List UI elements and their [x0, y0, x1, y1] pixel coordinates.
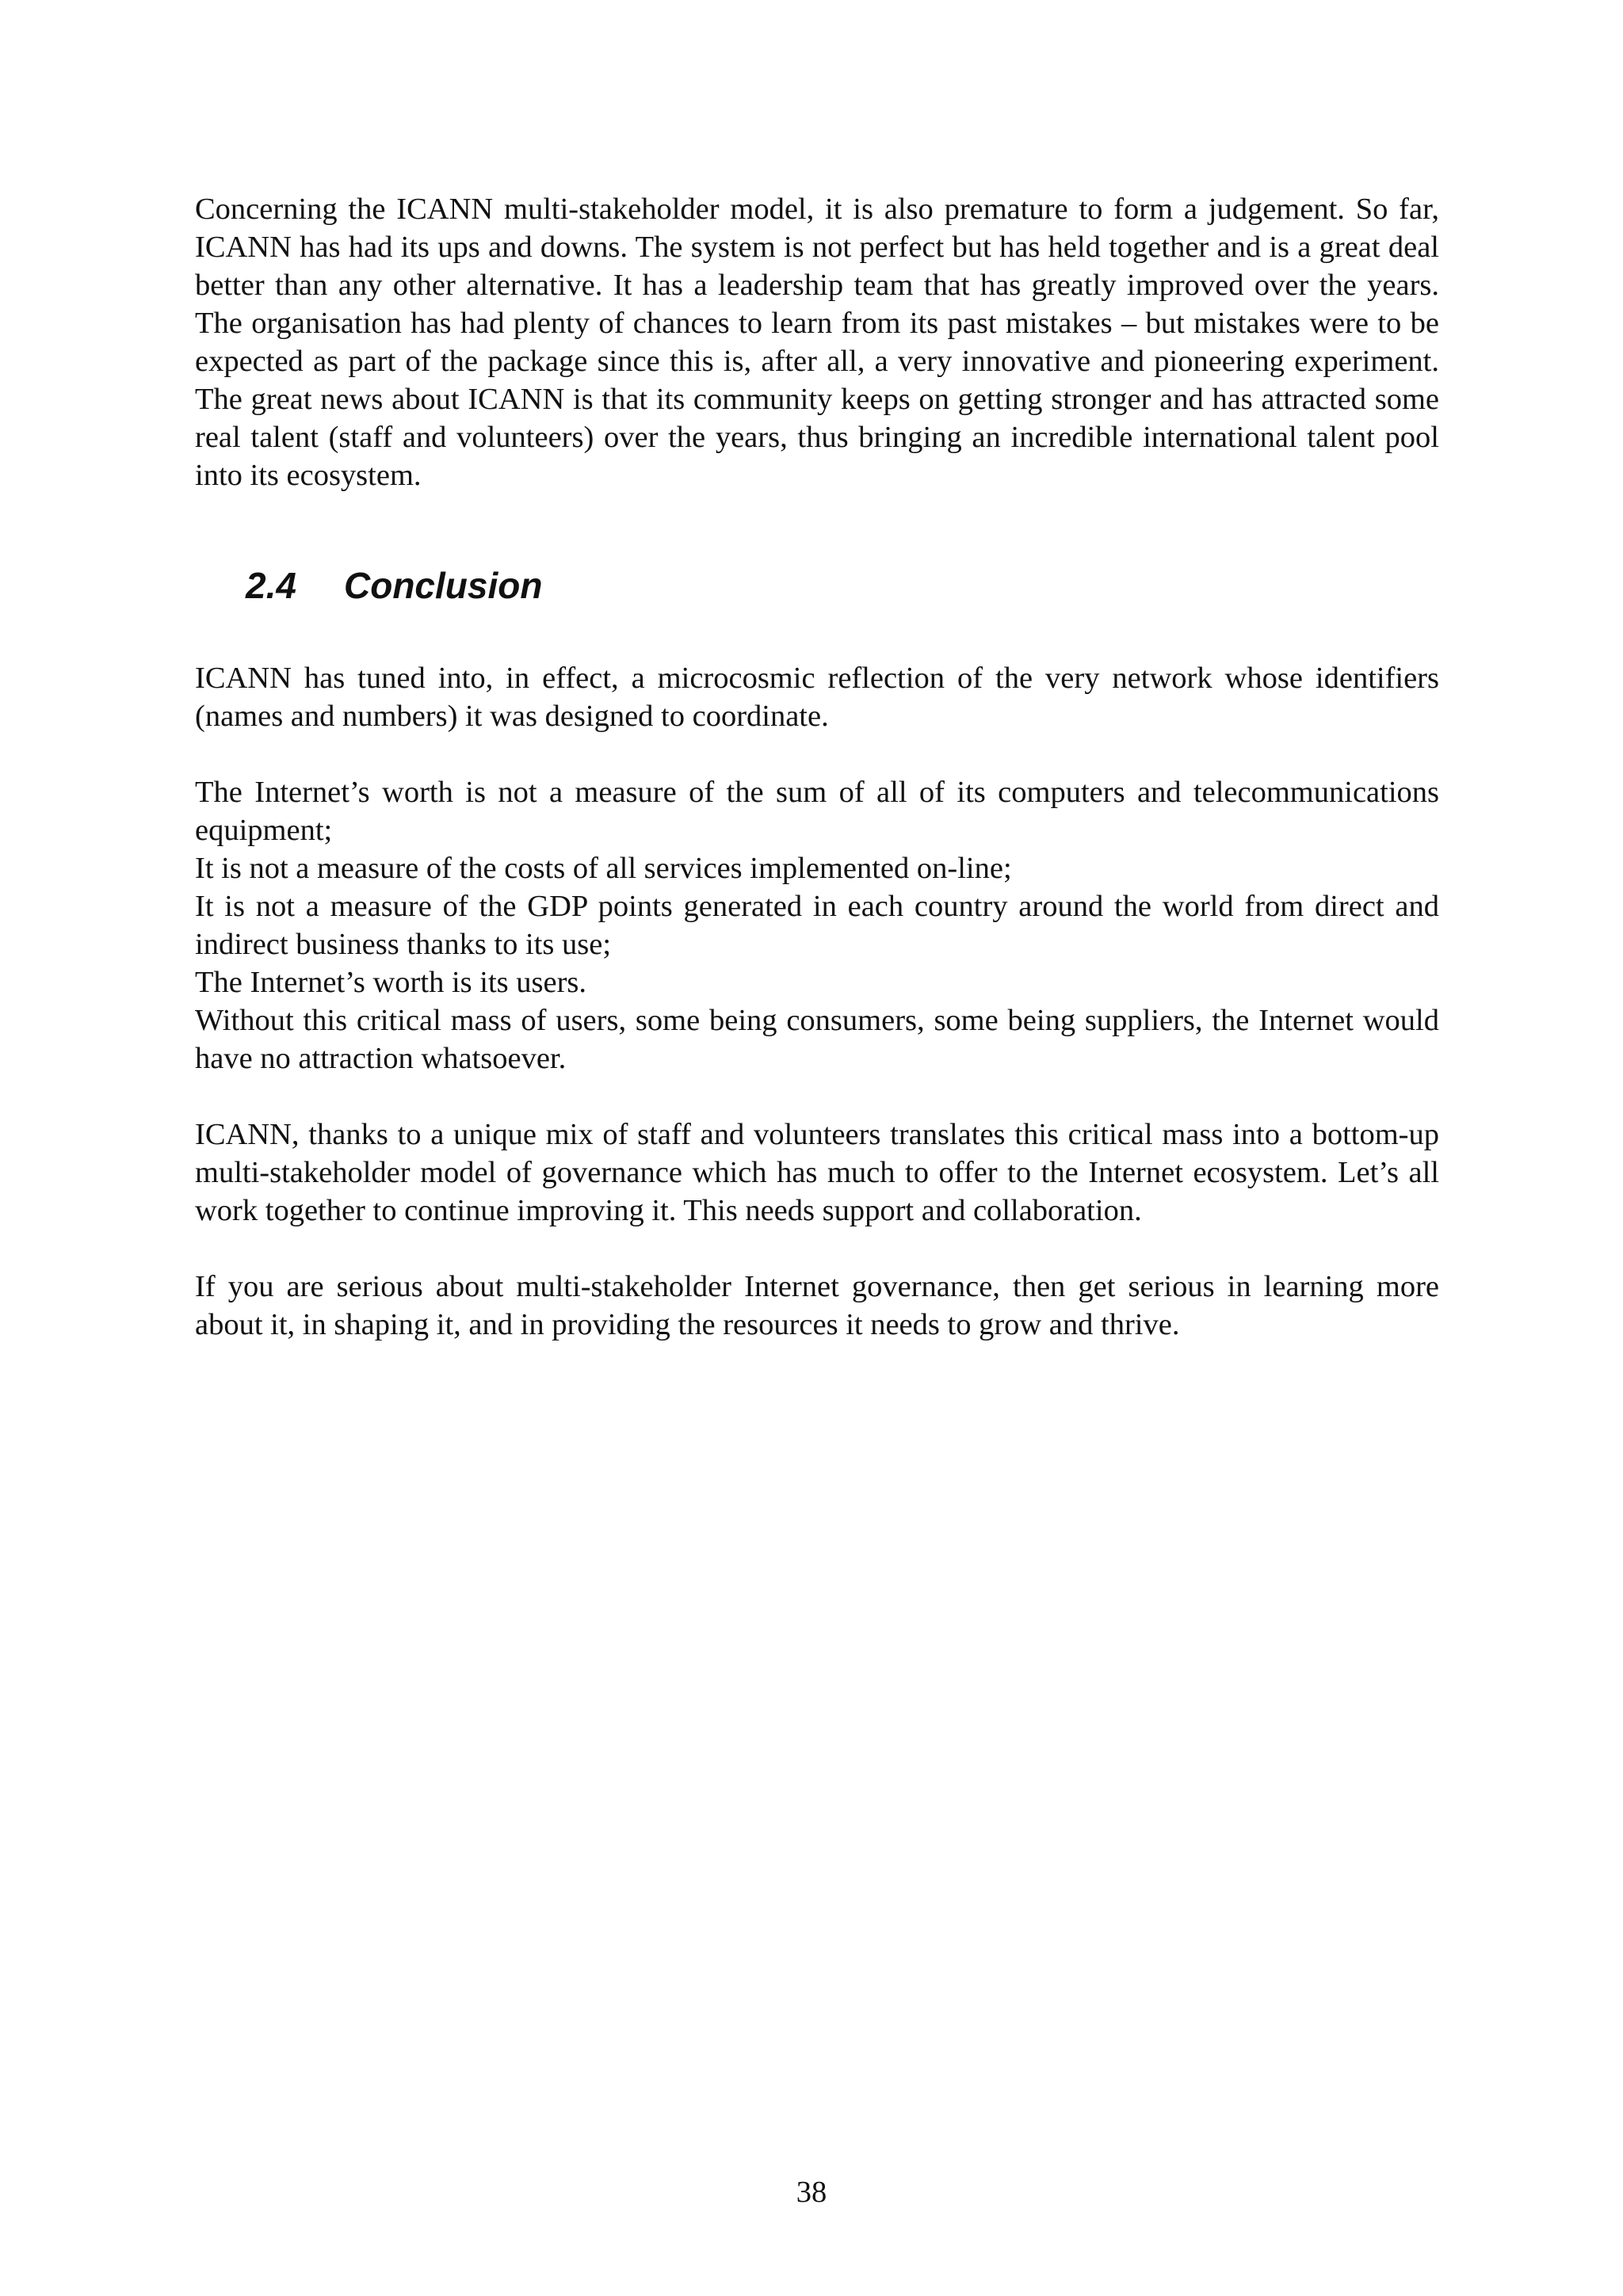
paragraph-gap [195, 1077, 1439, 1116]
conclusion-paragraph-1: ICANN has tuned into, in effect, a microcosmic reflection of the very network whose identifiers (names and numbers) it was designed to coordinate. [195, 662, 1439, 733]
paragraph-gap [195, 1230, 1439, 1268]
worth-line: It is not a measure of the costs of all services implemented on-line; [195, 852, 1012, 885]
page-number: 38 [796, 2176, 827, 2209]
worth-line: The Internet’s worth is its users. [195, 966, 586, 999]
paragraph-gap [195, 735, 1439, 773]
intro-section [195, 190, 1439, 494]
worth-line: Without this critical mass of users, some being consumers, some being suppliers, the Internet would have no attraction whatsoever. [195, 1004, 1439, 1075]
internet-worth-block [195, 773, 1439, 1077]
conclusion-body [195, 659, 1439, 1344]
conclusion-paragraph-3: ICANN, thanks to a unique mix of staff and volunteers translates this critical mass into a bottom-up multi-stakeholder model of governance which has much to offer to the Internet ecosystem. Let’s all work together to continue improving it. This needs support and collaboration. [195, 1118, 1439, 1227]
section-title: Conclusion [344, 565, 543, 606]
worth-line: It is not a measure of the GDP points generated in each country around the world from direct and indirect business thanks to its use; [195, 890, 1439, 961]
section-heading [246, 564, 542, 607]
conclusion-paragraph-4: If you are serious about multi-stakeholder Internet governance, then get serious in learning more about it, in shaping it, and in providing the resources it needs to grow and thrive. [195, 1270, 1439, 1341]
worth-line: The Internet’s worth is not a measure of the sum of all of its computers and telecommunications equipment; [195, 776, 1439, 847]
section-number: 2.4 [246, 565, 296, 606]
intro-paragraph: Concerning the ICANN multi-stakeholder model, it is also premature to form a judgement. So far, ICANN has had its ups and downs. The system is not perfect but has held together and is a great deal better than any other alternative. It has a leadership team that has greatly improved over the years. The organisation has had plenty of chances to learn from its past mistakes – but mistakes were to be expected as part of the package since this is, after all, a very innovative and pioneering experiment. The great news about ICANN is that its community keeps on getting stronger and has attracted some real talent (staff and volunteers) over the years, thus bringing an incredible international talent pool into its ecosystem. [195, 193, 1439, 492]
